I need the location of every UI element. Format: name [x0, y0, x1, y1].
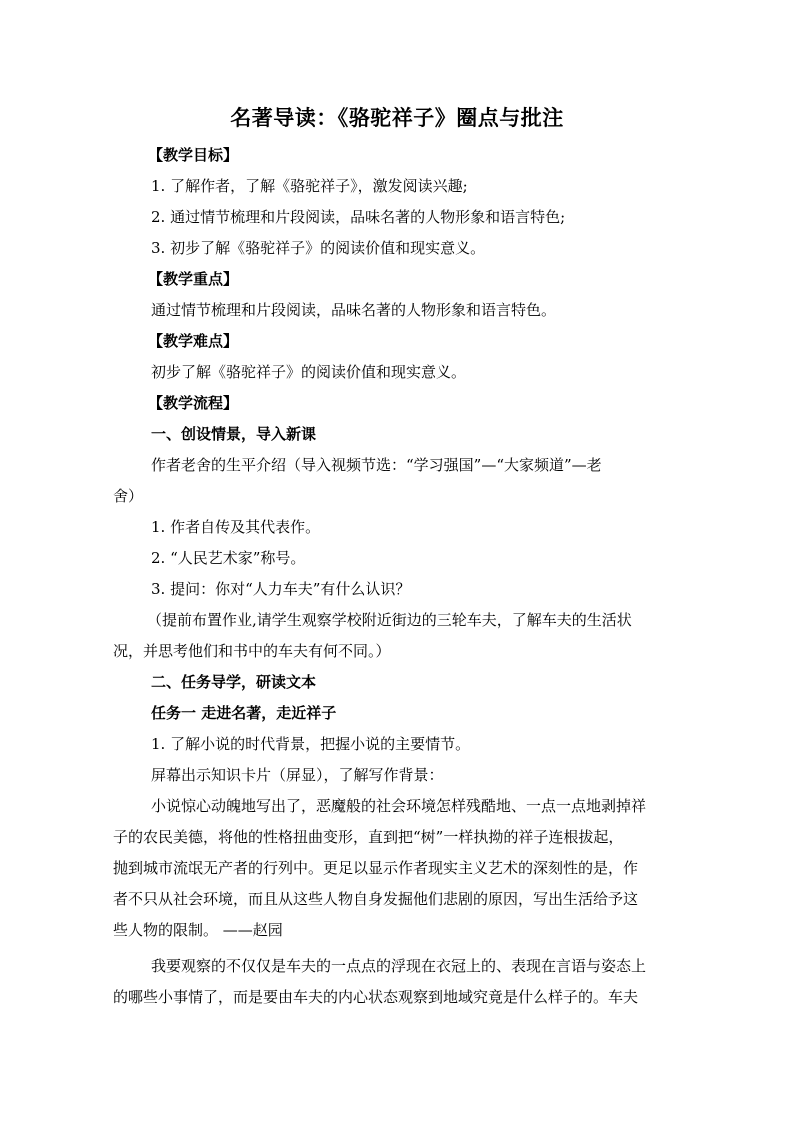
task1-heading: 任务一 走进名著，走近祥子	[151, 704, 337, 722]
goals-heading: 【教学目标】	[148, 146, 239, 164]
task1-item: 1. 了解小说的时代背景，把握小说的主要情节。	[151, 735, 471, 753]
part1-intro-line1: 作者老舍的生平介绍（导入视频节选：“学习强国”—“大家频道”—老	[151, 456, 602, 474]
quote-line-2: 子的农民美德，将他的性格扭曲变形，直到把“树”一样执拗的祥子连根拔起，	[113, 828, 624, 846]
difficulty-heading: 【教学难点】	[148, 332, 239, 350]
part1-intro-line2: 舍）	[113, 487, 144, 505]
part1-item-3: 3. 提问：你对“人力车夫”有什么认识？	[151, 580, 411, 598]
difficulty-text: 初步了解《骆驼祥子》的阅读价值和现实意义。	[151, 363, 467, 381]
part2-heading: 二、任务导学，研读文本	[151, 673, 317, 691]
key-heading: 【教学重点】	[148, 270, 239, 288]
quote-line-5: 些人物的限制。 ——赵园	[113, 921, 283, 939]
task1-screen-note: 屏幕出示知识卡片（屏显），了解写作背景：	[151, 766, 444, 784]
goal-item-3: 3. 初步了解《骆驼祥子》的阅读价值和现实意义。	[151, 239, 486, 257]
part1-heading: 一、创设情景，导入新课	[151, 425, 317, 443]
paragraph-line-1: 我要观察的不仅仅是车夫的一点点的浮现在衣冠上的、表现在言语与姿态上	[151, 957, 647, 975]
paragraph-line-2: 的哪些小事情了，而是要由车夫的内心状态观察到地域究竟是什么样子的。车夫	[113, 988, 639, 1006]
quote-line-1: 小说惊心动魄地写出了，恶魔般的社会环境怎样残酷地、一点一点地剥掉祥	[151, 797, 647, 815]
goal-item-2: 2. 通过情节梳理和片段阅读，品味名著的人物形象和语言特色;	[151, 208, 566, 226]
key-text: 通过情节梳理和片段阅读，品味名著的人物形象和语言特色。	[151, 301, 557, 319]
quote-line-4: 者不只从社会环境，而且从这些人物自身发掘他们悲剧的原因，写出生活给予这	[113, 890, 639, 908]
document-title: 名著导读：《骆驼祥子》圈点与批注	[230, 106, 564, 130]
quote-line-3: 抛到城市流氓无产者的行列中。更足以显示作者现实主义艺术的深刻性的是，作	[113, 859, 639, 877]
part1-note-line2: 况，并思考他们和书中的车夫有何不同。）	[113, 642, 391, 660]
part1-item-2: 2. “人民艺术家”称号。	[151, 549, 306, 567]
goal-item-1: 1. 了解作者，了解《骆驼祥子》，激发阅读兴趣;	[151, 177, 468, 195]
flow-heading: 【教学流程】	[148, 394, 239, 412]
part1-item-1: 1. 作者自传及其代表作。	[151, 518, 321, 536]
part1-note-line1: （提前布置作业,请学生观察学校附近街边的三轮车夫，了解车夫的生活状	[147, 611, 632, 629]
